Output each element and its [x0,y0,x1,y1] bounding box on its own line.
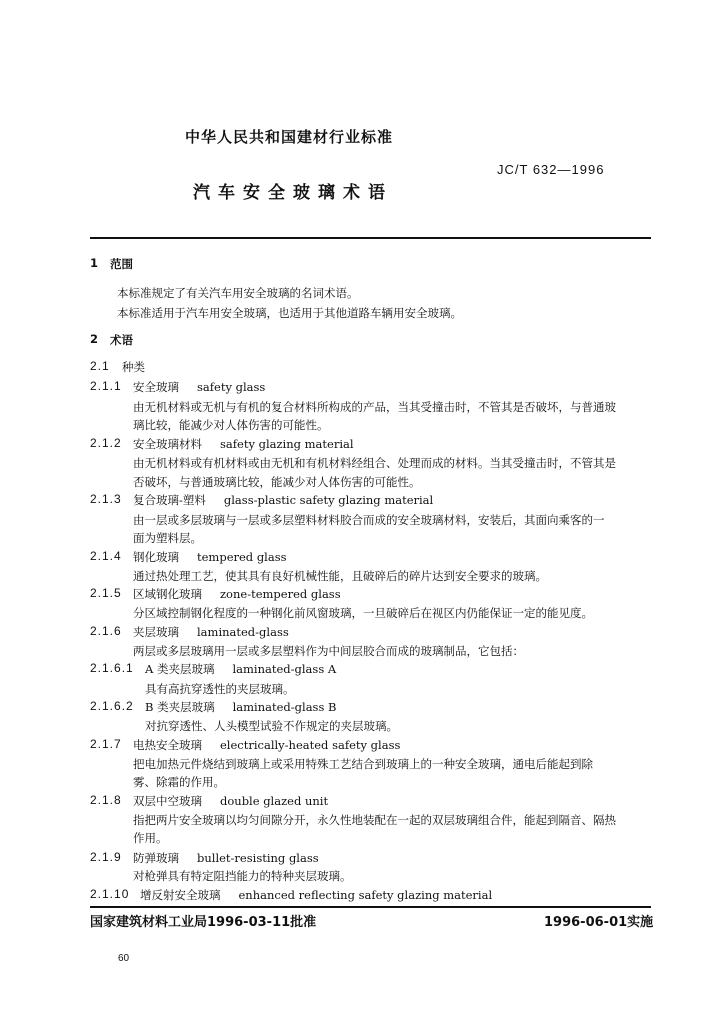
issuing-organization: 中华人民共和国建材行业标准 [185,128,394,146]
entry-term [145,661,336,677]
definition-line: 具有高抗穿透性的夹层玻璃。 [145,682,295,696]
term-en: electrically-heated safety glass [220,738,401,752]
definition-line: 对枪弹具有特定阻挡能力的特种夹层玻璃。 [133,869,352,883]
term-cn: 钢化玻璃 [133,550,179,564]
entry-number: 2.1.8 [90,793,122,807]
scope-paragraph-2: 本标准适用于汽车用安全玻璃，也适用于其他道路车辆用安全玻璃。 [117,306,462,320]
term-cn: 增反射安全玻璃 [140,888,221,902]
term-cn: 复合玻璃-塑料 [133,493,206,507]
term-en: bullet-resisting glass [197,851,319,865]
term-cn: 种类 [122,360,145,374]
entry-term [133,379,265,395]
entry-number: 2.1.5 [90,586,122,600]
footer-divider [90,906,651,908]
definition-line: 面为塑料层。 [133,531,202,545]
entry-number: 2.1.6.1 [90,661,134,675]
entry-term [133,586,341,602]
scope-paragraph-1: 本标准规定了有关汽车用安全玻璃的名词术语。 [117,286,359,300]
entry-number: 2.1.10 [90,887,130,901]
term-en: laminated-glass [197,625,289,639]
term-cn: 安全玻璃材料 [133,437,202,451]
section-1-number: 1 [90,256,99,270]
section-2-heading: 术语 [110,333,133,347]
term-en: zone-tempered glass [220,587,341,601]
term-en: glass-plastic safety glazing material [223,493,434,507]
entry-term [122,359,145,375]
entry-term [133,624,289,640]
standard-code: JC/T 632—1996 [497,162,605,177]
term-cn: 夹层玻璃 [133,625,179,639]
definition-line: 否破坏，与普通玻璃比较，能减少对人体伤害的可能性。 [133,475,421,489]
page-number: 60 [118,953,130,964]
entry-number: 2.1.6 [90,624,122,638]
entry-number: 2.1.6.2 [90,699,134,713]
entry-term [145,699,336,715]
definition-line: 由无机材料或无机与有机的复合材料所构成的产品，当其受撞击时，不管其是否破坏，与普通玻 [133,400,616,414]
term-cn: 电热安全玻璃 [133,738,202,752]
definition-line: 指把两片安全玻璃以均匀间隙分开，永久性地装配在一起的双层玻璃组合件，能起到隔音、隔热 [133,813,616,827]
document-title: 汽车安全玻璃术语 [193,183,393,203]
term-cn: B 类夹层玻璃 [145,700,215,714]
entry-number: 2.1.1 [90,379,122,393]
definition-line: 通过热处理工艺，使其具有良好机械性能，且破碎后的碎片达到安全要求的玻璃。 [133,569,547,583]
term-en: enhanced reflecting safety glazing material [238,888,493,902]
entry-number: 2.1.4 [90,549,122,563]
entry-term [140,887,492,903]
term-en: tempered glass [197,550,287,564]
effective-date: 1996-06-01实施 [544,915,654,930]
entry-term [133,436,354,452]
entry-term [133,549,287,565]
definition-line: 作用。 [133,831,168,845]
definition-line: 由一层或多层玻璃与一层或多层塑料材料胶合而成的安全玻璃材料，安装后，其面向乘客的一 [133,513,605,527]
section-2-number: 2 [90,332,99,346]
term-en: safety glass [197,380,266,394]
term-cn: 区域钢化玻璃 [133,587,202,601]
term-cn: A 类夹层玻璃 [145,662,215,676]
entry-number: 2.1.2 [90,436,122,450]
term-en: laminated-glass B [232,700,337,714]
approval-line: 国家建筑材料工业局1996-03-11批准 [90,915,317,930]
entry-number: 2.1.7 [90,737,122,751]
header-divider [90,237,651,239]
definition-line: 璃比较，能减少对人体伤害的可能性。 [133,418,329,432]
term-en: double glazed unit [220,794,329,808]
entry-term [133,793,328,809]
definition-line: 分区域控制钢化程度的一种钢化前风窗玻璃，一旦破碎后在视区内仍能保证一定的能见度。 [133,606,593,620]
definition-line: 由无机材料或有机材料或由无机和有机材料经组合、处理而成的材料。当其受撞击时，不管其是 [133,456,616,470]
term-en: laminated-glass A [232,662,337,676]
definition-line: 对抗穿透性、人头模型试验不作规定的夹层玻璃。 [145,719,398,733]
entry-term [133,850,319,866]
definition-line: 雾、除霜的作用。 [133,775,225,789]
term-en: safety glazing material [220,437,354,451]
term-cn: 双层中空玻璃 [133,794,202,808]
entry-number: 2.1.3 [90,492,122,506]
term-cn: 安全玻璃 [133,380,179,394]
entry-number: 2.1.9 [90,850,122,864]
entry-number: 2.1 [90,359,110,373]
term-cn: 防弹玻璃 [133,851,179,865]
definition-line: 把电加热元件烧结到玻璃上或采用特殊工艺结合到玻璃上的一种安全玻璃，通电后能起到除 [133,757,593,771]
entry-term [133,492,433,508]
section-1-heading: 范围 [110,257,133,271]
entry-term [133,737,400,753]
definition-line: 两层或多层玻璃用一层或多层塑料作为中间层胶合而成的玻璃制品，它包括： [133,644,524,658]
